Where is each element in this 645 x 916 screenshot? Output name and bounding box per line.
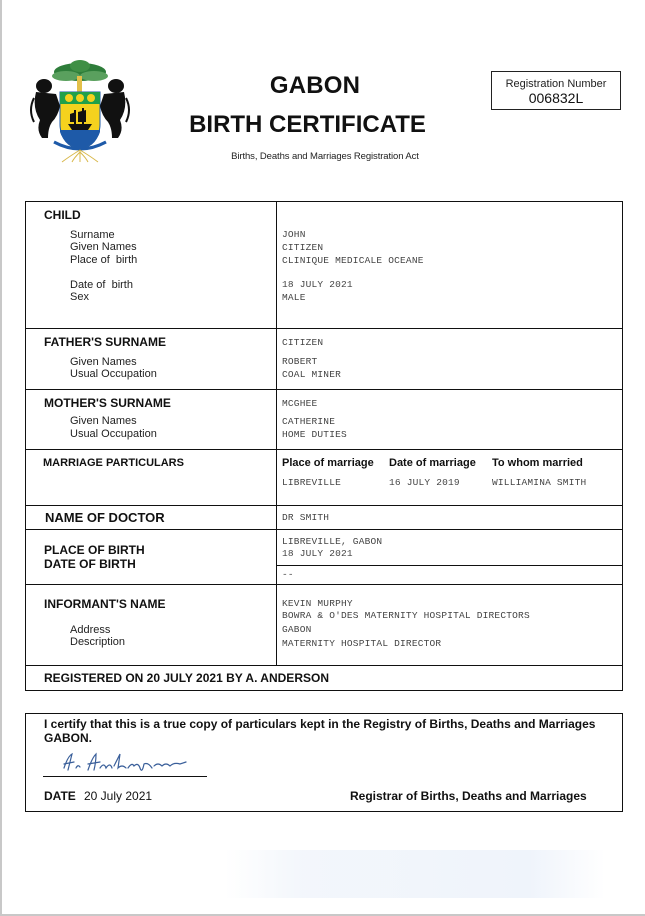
row-divider [25, 389, 623, 390]
row-divider [25, 584, 623, 585]
place-of-birth-heading: PLACE OF BIRTH [44, 543, 145, 557]
mother-surname-value: MCGHEE [282, 398, 318, 409]
informant-description-value: MATERNITY HOSPITAL DIRECTOR [282, 638, 442, 649]
marriage-column-date: Date of marriage [389, 457, 476, 469]
faded-watermark [225, 850, 605, 898]
father-given-names-value: ROBERT [282, 356, 318, 367]
signature-line [43, 776, 207, 777]
father-given-names-label: Given Names [70, 356, 137, 368]
mother-given-names-label: Given Names [70, 415, 137, 427]
child-place-of-birth-value: CLINIQUE MEDICALE OCEANE [282, 255, 424, 266]
coat-of-arms-icon [26, 58, 134, 164]
row-divider [25, 665, 623, 666]
row-divider [25, 505, 623, 506]
mother-occupation-label: Usual Occupation [70, 428, 157, 440]
row-divider [25, 449, 623, 450]
certification-date-label: DATE [44, 789, 76, 803]
marriage-column-place: Place of marriage [282, 457, 374, 469]
row-divider [25, 529, 623, 530]
child-given-names-label: Given Names [70, 241, 137, 253]
row-divider [276, 565, 623, 566]
child-sex-label: Sex [70, 291, 89, 303]
doctor-heading: NAME OF DOCTOR [45, 510, 165, 525]
child-heading: CHILD [44, 208, 81, 222]
marriage-date-value: 16 JULY 2019 [389, 477, 460, 488]
father-heading: FATHER'S SURNAME [44, 335, 166, 349]
child-sex-value: MALE [282, 292, 306, 303]
marriage-heading: MARRIAGE PARTICULARS [43, 457, 184, 469]
informant-name-value: KEVIN MURPHY [282, 598, 353, 609]
shield-icon [60, 92, 100, 150]
informant-heading: INFORMANT'S NAME [44, 597, 166, 611]
mother-given-names-value: CATHERINE [282, 416, 336, 427]
informant-address-line2: GABON [282, 624, 312, 635]
roots-icon [62, 150, 98, 162]
father-occupation-label: Usual Occupation [70, 368, 157, 380]
country-title: GABON [269, 72, 361, 99]
informant-description-label: Description [70, 636, 126, 648]
mother-heading: MOTHER'S SURNAME [44, 396, 171, 410]
mother-occupation-value: HOME DUTIES [282, 429, 347, 440]
page-edge-left [0, 0, 2, 916]
registered-statement: REGISTERED ON 20 JULY 2021 BY A. ANDERSON [44, 671, 329, 685]
birth-extra-value: -- [282, 569, 294, 580]
registrar-title: Registrar of Births, Deaths and Marriages [350, 789, 587, 803]
marriage-spouse-value: WILLIAMINA SMITH [492, 477, 587, 488]
signature-icon [58, 748, 198, 776]
document-title: BIRTH CERTIFICATE [189, 111, 426, 138]
palm-tree-icon [52, 60, 108, 92]
row-divider [25, 328, 623, 329]
father-surname-value: CITIZEN [282, 337, 324, 348]
date-of-birth-value: 18 JULY 2021 [282, 548, 353, 559]
child-date-of-birth-label: Date of birth [70, 279, 133, 291]
act-subtitle: Births, Deaths and Marriages Registration Act [231, 151, 419, 162]
child-surname-label: Surname [70, 229, 115, 241]
doctor-value: DR SMITH [282, 512, 330, 523]
registration-number-box [491, 71, 621, 110]
registration-number: 006832L [528, 90, 584, 106]
marriage-place-value: LIBREVILLE [282, 477, 342, 488]
father-occupation-value: COAL MINER [282, 369, 342, 380]
certification-date-value: 20 July 2021 [84, 789, 153, 803]
marriage-column-spouse: To whom married [492, 457, 583, 469]
child-date-of-birth-value: 18 JULY 2021 [282, 279, 353, 290]
child-place-of-birth-label: Place of birth [70, 254, 138, 266]
child-given-names-value: CITIZEN [282, 242, 324, 253]
child-surname-value: JOHN [282, 229, 306, 240]
informant-address-label: Address [70, 624, 111, 636]
place-of-birth-value: LIBREVILLE, GABON [282, 536, 383, 547]
registration-number-label: Registration Number [505, 78, 607, 90]
column-divider [276, 201, 277, 665]
informant-address-line1: BOWRA & O'DES MATERNITY HOSPITAL DIRECTORS [282, 610, 530, 621]
certification-statement: I certify that this is a true copy of particulars kept in the Registry of Births, Deaths and Marriages GABON. [44, 717, 596, 745]
date-of-birth-heading: DATE OF BIRTH [44, 557, 136, 571]
